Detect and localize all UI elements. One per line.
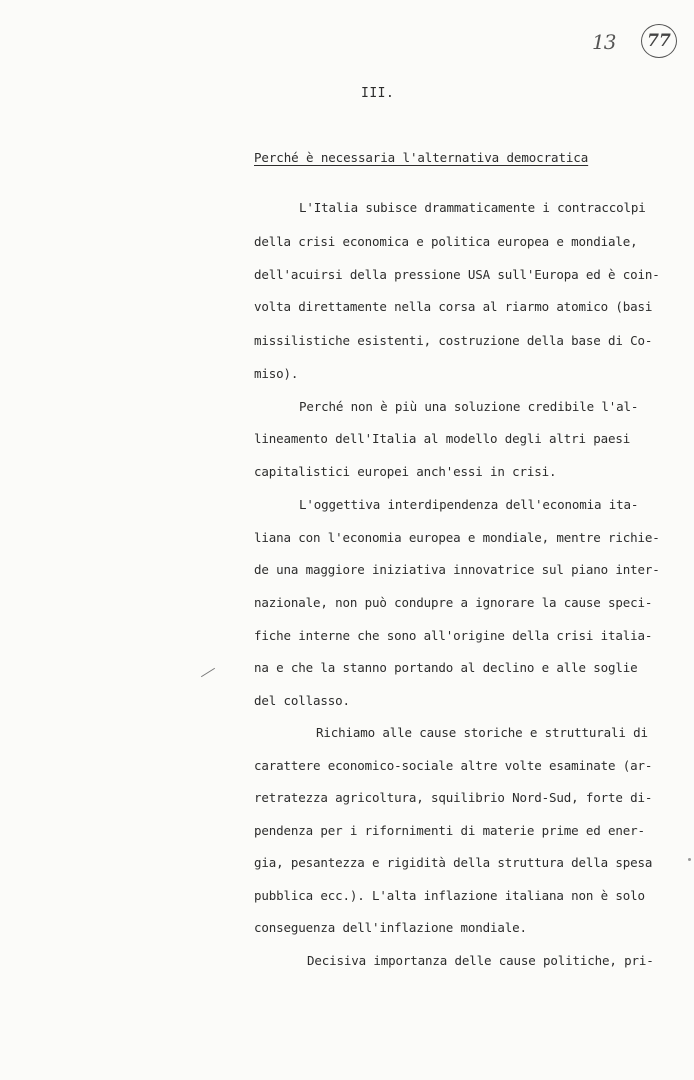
margin-pen-mark (201, 668, 215, 677)
paragraph-line: Decisiva importanza delle cause politiche, pri- (307, 953, 654, 968)
paragraph-line: volta direttamente nella corsa al riarmo atomico (basi (254, 299, 653, 314)
paragraph-line: fiche interne che sono all'origine della crisi italia- (254, 628, 653, 643)
paragraph-line: del collasso. (254, 693, 350, 708)
paragraph-line: nazionale, non può condupre a ignorare la cause speci- (254, 595, 653, 610)
paragraph-line: pendenza per i rifornimenti di materie prime ed ener- (254, 823, 645, 838)
paragraph-line: retratezza agricoltura, squilibrio Nord-Sud, forte di- (254, 790, 653, 805)
handwritten-page-number: 13 (592, 30, 616, 54)
paragraph-line: dell'acuirsi della pressione USA sull'Europa ed è coin- (254, 267, 660, 282)
paragraph-line: capitalistici europei anch'essi in crisi. (254, 464, 557, 479)
paragraph-line: Perché non è più una soluzione credibile l'al- (299, 399, 639, 414)
scan-speck (688, 858, 691, 861)
paragraph-line: miso). (254, 366, 299, 381)
section-heading: Perché è necessaria l'alternativa democratica (254, 150, 589, 165)
paragraph-line: lineamento dell'Italia al modello degli altri paesi (254, 431, 631, 446)
paragraph-line: liana con l'economia europea e mondiale, mentre richie- (254, 530, 660, 545)
paragraph-line: gia, pesantezza e rigidità della struttura della spesa (254, 855, 653, 870)
paragraph-line: L'Italia subisce drammaticamente i contraccolpi (299, 200, 646, 215)
paragraph-line: na e che la stanno portando al declino e alle soglie (254, 660, 638, 675)
paragraph-line: de una maggiore iniziativa innovatrice sul piano inter- (254, 562, 660, 577)
paragraph-line: Richiamo alle cause storiche e strutturali di (316, 725, 648, 740)
paragraph-line: carattere economico-sociale altre volte esaminate (ar- (254, 758, 653, 773)
circled-page-number: 77 (641, 24, 677, 58)
section-number: III. (361, 86, 395, 101)
paragraph-line: missilistiche esistenti, costruzione della base di Co- (254, 333, 653, 348)
paragraph-line: L'oggettiva interdipendenza dell'economia ita- (299, 497, 639, 512)
paragraph-line: pubblica ecc.). L'alta inflazione italiana non è solo (254, 888, 645, 903)
paragraph-line: conseguenza dell'inflazione mondiale. (254, 920, 527, 935)
paragraph-line: della crisi economica e politica europea e mondiale, (254, 234, 638, 249)
